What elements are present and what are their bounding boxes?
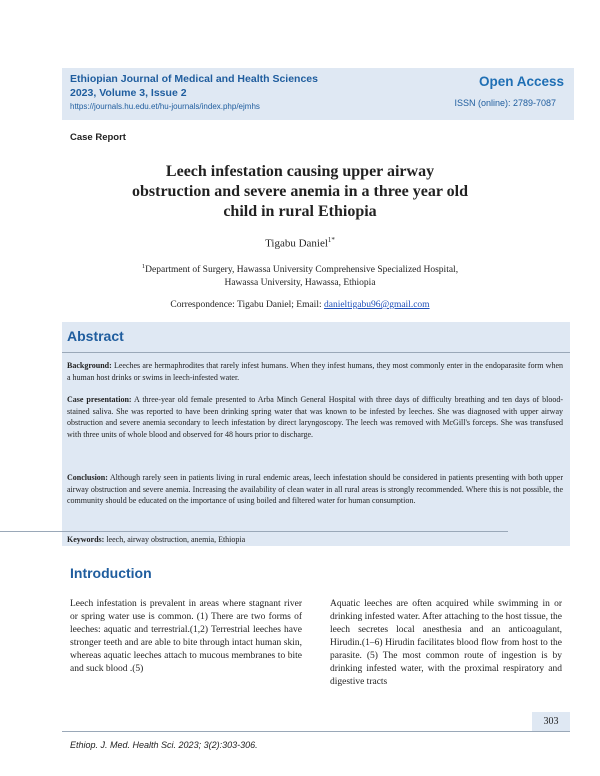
- journal-header: [62, 68, 574, 120]
- journal-url-link[interactable]: https://journals.hu.edu.et/hu-journals/index.php/ejmhs: [70, 102, 260, 111]
- journal-title: Ethiopian Journal of Medical and Health Sciences: [70, 73, 318, 85]
- title-line: obstruction and severe anemia in a three year old: [132, 183, 468, 200]
- introduction-right-column: Aquatic leeches are often acquired while swimming in or drinking infested water. After attaching to the host tissue, the leech secretes local anesthesia and an anticoagulant, Hirudin.(1–6) Hirudin facilitates blood flow from host to the parasite. (5) The most common route of ingestion is by drinking infested water, with the proximal respiratory and digestive tracts: [330, 599, 562, 687]
- author-name: Tigabu Daniel: [265, 237, 328, 250]
- abstract-divider: [62, 352, 570, 353]
- abstract-case-presentation: [67, 394, 563, 440]
- journal-volume-issue: 2023, Volume 3, Issue 2: [70, 87, 187, 99]
- footer-citation: Ethiop. J. Med. Health Sci. 2023; 3(2):303-306.: [70, 740, 258, 750]
- author-superscript: 1*: [327, 236, 335, 244]
- abstract-background: [67, 360, 563, 383]
- affiliation-line: Hawassa University, Hawassa, Ethiopia: [224, 278, 376, 289]
- case-text: A three-year old female presented to Arba Minch General Hospital with three days of difficulty breathing and ten days of blood-stained saliva. She was reported to have been drinking spring water that was known to be infested by leeches. She was diagnosed with upper airway obstruction and severe anemia secondary to leech infestation by direct laryngoscopy. The leech was removed with McGill's forceps. She was transfused with three units of whole blood and observed for 48 hours prior to discharge.: [67, 395, 564, 439]
- title-line: Leech infestation causing upper airway: [165, 163, 435, 180]
- keywords-text: leech, airway obstruction, anemia, Ethiopia: [104, 535, 246, 544]
- correspondence: [0, 300, 600, 310]
- title-line: child in rural Ethiopia: [223, 203, 377, 220]
- introduction-heading: Introduction: [70, 565, 152, 581]
- conclusion-text: Although rarely seen in patients living in rural endemic areas, leech infestation should be considered in patients presenting with both upper airway obstruction and severe anemia. Increasing the availability of clean water in all rural areas is strongly recommended. Where this is not possible, the community should be educated on the importance of using boiled and filtered water for human consumption.: [67, 473, 563, 505]
- case-label: Case presentation:: [67, 395, 132, 404]
- keywords-divider: [0, 531, 508, 532]
- affiliation: [60, 260, 540, 290]
- introduction-left-column: Leech infestation is prevalent in areas where stagnant river or spring water use is common. (1) There are two forms of leeches: aquatic and terrestrial.(1,2) Terrestrial leeches have stronger teeth and are able to bite through intact human skin, whereas aquatic leeches attach to mucous membranes to bite and suck blood .(5): [70, 599, 302, 674]
- abstract-heading: Abstract: [67, 328, 124, 344]
- correspondence-label: Correspondence: Tigabu Daniel; Email:: [170, 300, 324, 310]
- issn: ISSN (online): 2789-7087: [454, 98, 556, 108]
- email-link[interactable]: danieltigabu96@gmail.com: [323, 300, 430, 310]
- open-access-label: Open Access: [478, 74, 564, 89]
- affiliation-line: Department of Surgery, Hawassa University Comprehensive Specialized Hospital,: [145, 265, 459, 276]
- author: [0, 236, 600, 250]
- article-type: Case Report: [70, 132, 126, 143]
- affiliation-superscript: 1: [141, 263, 146, 270]
- article-title: [60, 162, 540, 222]
- background-text: Leeches are hermaphrodites that rarely infest humans. When they infest humans, they most commonly enter in the endoparasite form when a human host drinks or swims in leech-infested water.: [67, 361, 563, 382]
- abstract-conclusion: [67, 472, 563, 507]
- conclusion-label: Conclusion:: [67, 473, 108, 482]
- keywords: [67, 535, 245, 544]
- footer-divider: [62, 731, 570, 732]
- keywords-label: Keywords:: [67, 535, 105, 544]
- abstract-section: [62, 322, 570, 546]
- background-label: Background:: [67, 361, 112, 370]
- journal-name: [70, 72, 318, 100]
- page-number: 303: [532, 712, 570, 732]
